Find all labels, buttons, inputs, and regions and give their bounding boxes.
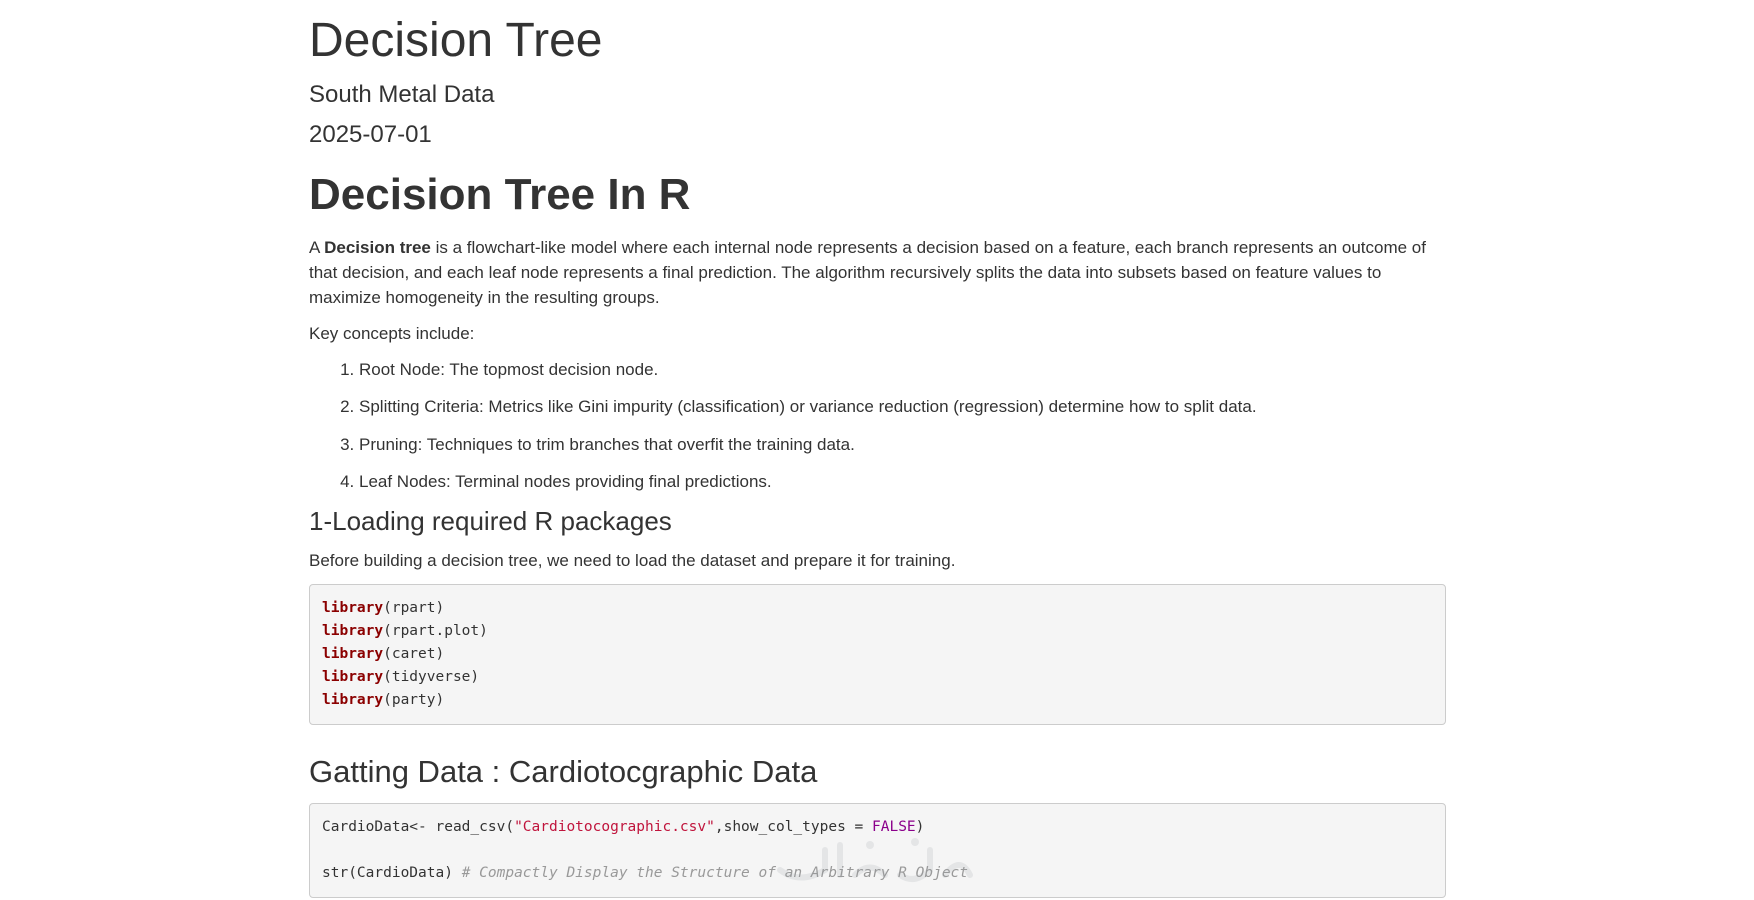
code-keyword: library	[322, 599, 384, 616]
intro-prefix: A	[309, 237, 325, 257]
concepts-intro: Key concepts include:	[309, 323, 475, 343]
code-block-packages[interactable]	[309, 584, 1446, 725]
list-item: 4. Leaf Nodes: Terminal nodes providing final predictions.	[359, 469, 1446, 494]
intro-bold-term: Decision tree	[324, 237, 431, 257]
code-keyword: library	[322, 645, 384, 662]
section-heading-loading-packages: 1-Loading required R packages	[309, 505, 672, 536]
code-arg: (rpart)	[383, 599, 445, 616]
loading-packages-text: Before building a decision tree, we need to load the dataset and prepare it for training.	[309, 550, 956, 570]
list-item: 1. Root Node: The topmost decision node.	[359, 357, 1446, 382]
intro-rest: is a flowchart-like model where each internal node represents a decision based on a feature, each branch represents an outcome of that decision, and each leaf node represents a final prediction. The algorithm recursively splits the data into subsets based on feature values to maximize homogeneity in the resulting groups.	[309, 237, 1426, 307]
code-arg: (rpart.plot)	[383, 622, 488, 639]
document-date: 2025-07-01	[309, 121, 432, 149]
code-block-data[interactable]	[309, 803, 1446, 898]
code-keyword: library	[322, 668, 384, 685]
code-arg: (party)	[383, 691, 445, 708]
code-text: ,show_col_types =	[714, 818, 872, 835]
intro-paragraph	[309, 235, 1446, 310]
list-item: 3. Pruning: Techniques to trim branches that overfit the training data.	[359, 432, 1446, 457]
code-arg: (caret)	[383, 645, 445, 662]
document-title: Decision Tree	[309, 14, 603, 67]
code-arg: (tidyverse)	[383, 668, 480, 685]
code-keyword: library	[322, 622, 384, 639]
concepts-list	[309, 357, 1446, 495]
code-text: CardioData<- read_csv(	[322, 818, 515, 835]
code-constant: FALSE	[872, 818, 916, 835]
document-author: South Metal Data	[309, 80, 495, 108]
section-heading-decision-tree: Decision Tree In R	[309, 169, 691, 219]
section-heading-getting-data: Gatting Data : Cardiotocgraphic Data	[309, 753, 818, 789]
code-text: )	[915, 818, 925, 835]
code-comment: # Compactly Display the Structure of an Arbitrary R Object	[461, 864, 969, 881]
code-text: str(CardioData)	[322, 864, 462, 881]
document-body	[309, 0, 1446, 900]
list-item: 2. Splitting Criteria: Metrics like Gini impurity (classification) or variance reduction (regression) determine how to split data.	[359, 394, 1446, 419]
code-string: "Cardiotocographic.csv"	[514, 818, 715, 835]
code-keyword: library	[322, 691, 384, 708]
